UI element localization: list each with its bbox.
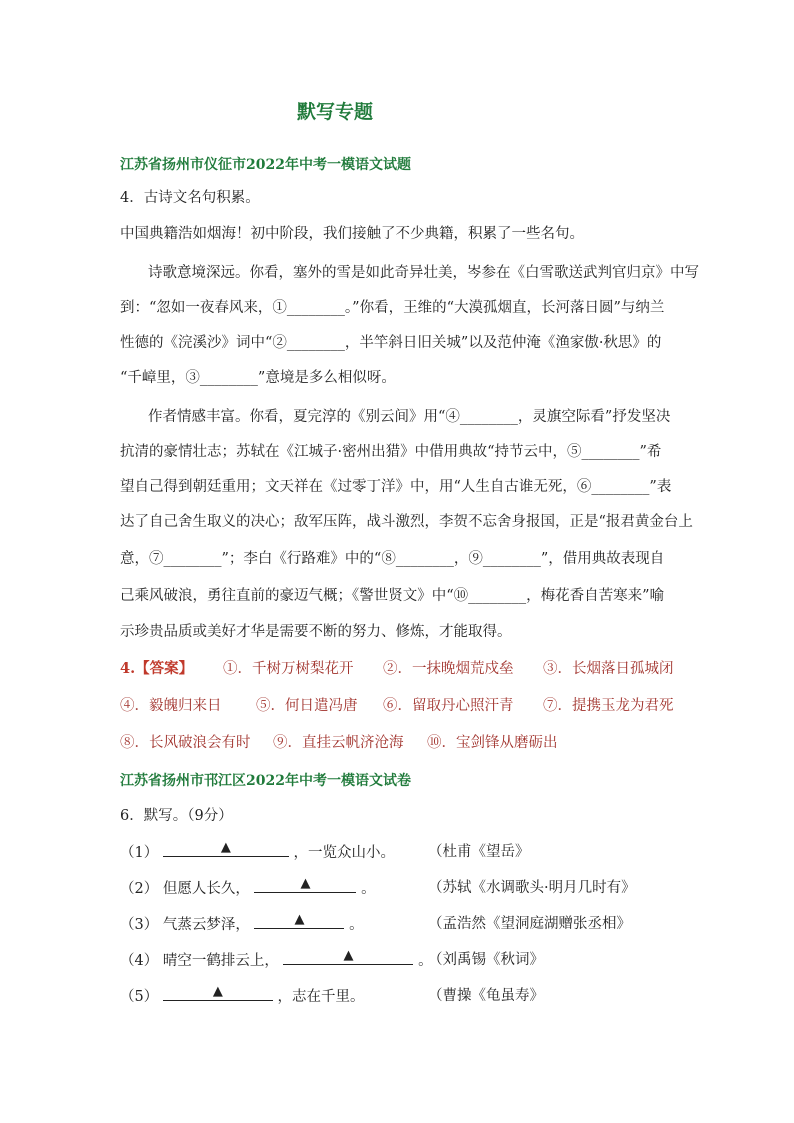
item-number: （4） [120,953,159,969]
item-source: （杜甫《望岳》 [428,844,530,860]
item-text: ，一览众山小。 [293,845,395,861]
answer-blank[interactable] [283,950,413,965]
paragraph1-line: 到：“忽如一夜春风来，①________。”你看，王维的“大漠孤烟直，长河落日圆”与纳兰 [120,300,665,316]
item-text: ，志在千里。 [277,989,365,1005]
answer-item: ⑦．提携玉龙为君死 [543,698,674,714]
answer-item: ⑩．宝剑锋从磨砺出 [427,735,558,751]
item-text: 。 [349,917,364,933]
paragraph2-line: 示珍贵品质或美好才华是需要不断的努力、修炼，才能取得。 [120,624,512,640]
recitation-item [120,984,544,1007]
question-4-title: 4．古诗文名句积累。 [120,190,260,206]
paragraph2-line: 作者情感丰富。你看，夏完淳的《别云间》用“④________，灵旗空际看”抒发坚决 [148,409,671,425]
paragraph1-line: “千嶂里，③________”意境是多么相似呀。 [120,370,396,386]
section2-heading: 江苏省扬州市邗江区2022年中考一模语文试卷 [120,773,411,789]
page-title: 默写专题 [296,101,373,123]
answer-item: ③．长烟落日孤城闭 [543,661,674,677]
paragraph2-line: 己乘风破浪，勇往直前的豪迈气概；《警世贤文》中“⑩________，梅花香自苦寒来”喻 [120,588,665,604]
item-number: （2） [120,881,159,897]
triangle-icon: ▲ [220,840,231,855]
recitation-item [120,840,530,863]
answer-blank[interactable] [254,914,344,929]
item-source: （孟浩然《望洞庭湖赠张丞相》 [428,916,631,932]
item-number: （1） [120,845,159,861]
item-number: （5） [120,989,159,1005]
answer-blank[interactable] [254,878,356,893]
paragraph2-line: 望自己得到朝廷重用；文天祥在《过零丁洋》中，用“人生自古谁无死，⑥________”表 [120,479,672,495]
item-source: （刘禹锡《秋词》 [428,952,544,968]
intro-text: 中国典籍浩如烟海！初中阶段，我们接触了不少典籍，积累了一些名句。 [120,226,584,242]
item-text: 。 [361,881,376,897]
item-number: （3） [120,917,159,933]
answer-row [120,659,674,679]
paragraph1-line: 性德的《浣溪沙》词中“②________，半竿斜日旧关城”以及范仲淹《渔家傲·秋思》的 [120,335,662,351]
question-6-title: 6．默写。（9分） [120,808,233,824]
paragraph2-line: 抗清的豪情壮志；苏轼在《江城子·密州出猎》中借用典故“持节云中，⑤________”希 [120,444,662,460]
item-text: 气蒸云梦泽， [162,917,250,933]
recitation-item [120,948,544,971]
triangle-icon: ▲ [343,948,354,963]
paragraph1-line: 诗歌意境深远。你看，塞外的雪是如此奇异壮美，岑参在《白雪歌送武判官归京》中写 [148,265,699,281]
answer-item: ②．一抹晚烟荒戍垒 [383,661,514,677]
recitation-item [120,876,636,899]
item-source: （曹操《龟虽寿》 [428,988,544,1004]
answer-blank[interactable] [163,842,289,857]
answer-blank[interactable] [163,986,273,1001]
item-source: （苏轼《水调歌头·明月几时有》 [428,880,636,896]
item-text: 。 [418,953,433,969]
answer-item: ⑤．何日遣冯唐 [256,698,358,714]
item-text: 晴空一鹤排云上， [162,953,279,969]
answer-label: 4.【答案】 [120,660,194,677]
item-text: 但愿人长久， [162,881,250,897]
answer-item: ①．千树万树梨花开 [223,661,354,677]
triangle-icon: ▲ [212,984,223,999]
answer-item: ⑧．长风破浪会有时 [120,735,251,751]
answer-item: ④．毅魄归来日 [120,698,222,714]
answer-item: ⑨．直挂云帆济沧海 [273,735,404,751]
answer-item: ⑥．留取丹心照汗青 [383,698,514,714]
paragraph2-line: 达了自己舍生取义的决心；敌军压阵，战斗激烈，李贺不忘舍身报国，正是“报君黄金台上 [120,514,693,530]
triangle-icon: ▲ [300,876,311,891]
paragraph2-line: 意，⑦________”；李白《行路难》中的“⑧________，⑨________”，借用典故表现自 [120,551,665,567]
triangle-icon: ▲ [294,912,305,927]
recitation-item [120,912,631,935]
section1-heading: 江苏省扬州市仪征市2022年中考一模语文试题 [120,157,411,173]
